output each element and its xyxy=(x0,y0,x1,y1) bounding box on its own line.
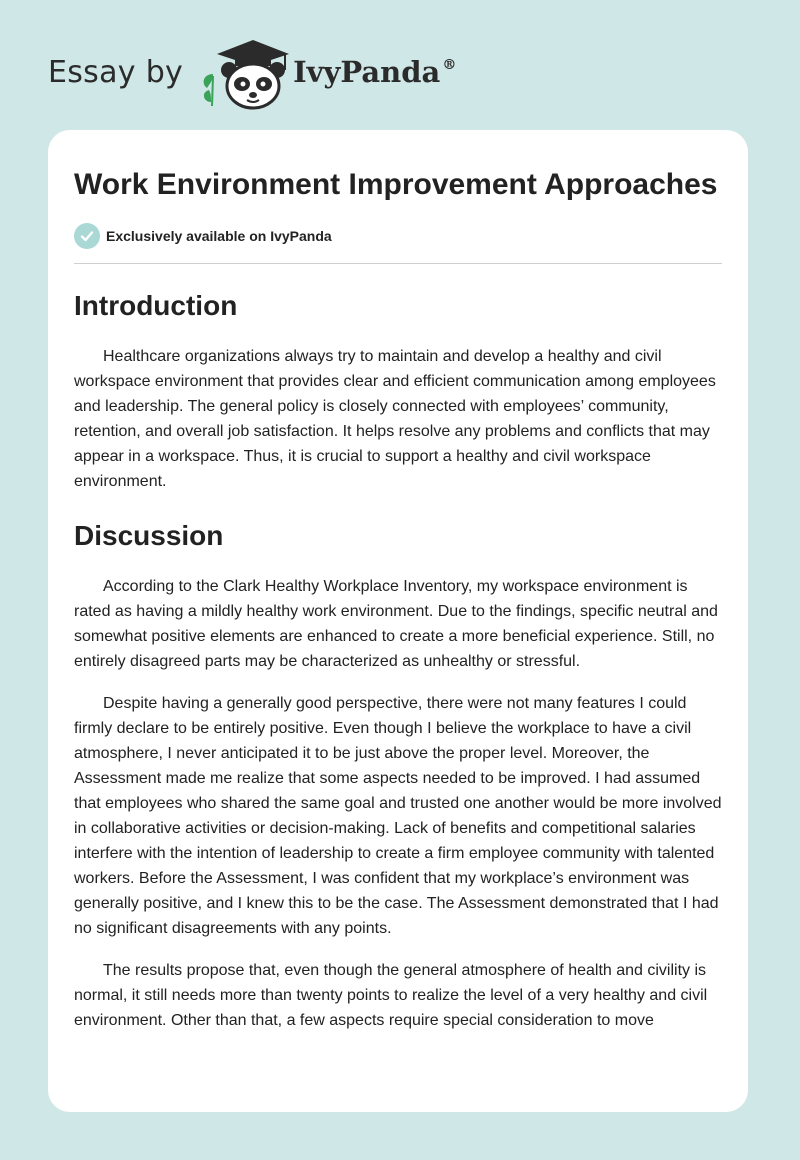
section-heading-introduction: Introduction xyxy=(74,290,238,321)
check-circle-icon xyxy=(74,223,100,249)
site-header xyxy=(48,34,528,110)
paragraph: Despite having a generally good perspective, there were not many features I could firmly declare to be entirely positive. Even though I believe the workplace to have a civil atmosphere, I never anticipated it to be just above the proper level. Moreover, the Assessment made me realize that some aspects needed to be improved. I had assumed that employees who shared the same goal and trusted one another would be more involved in collaborative activities or decision-making. Lack of benefits and competitional salaries interfere with the intention of leadership to create a firm employee community with talented workers. Before the Assessment, I was confident that my workplace’s environment was generally positive, and I knew this to be the case. The Assessment demonstrated that I had no significant disagreements with any points. xyxy=(74,695,722,937)
brand-name[interactable]: IvyPanda ® xyxy=(293,55,457,89)
paragraph: Healthcare organizations always try to maintain and develop a healthy and civil workspace environment that provides clear and efficient communication among employees and leadership. The general policy is closely connected with employees’ community, retention, and overall job satisfaction. It helps resolve any problems and conflicts that may appear in a workspace. Thus, it is crucial to support a healthy and civil workspace environment. xyxy=(74,348,716,490)
paragraph: According to the Clark Healthy Workplace Inventory, my workspace environment is rated as having a mildly healthy work environment. Due to the findings, specific neutral and somewhat positive elements are enhanced to create a more beneficial experience. Still, no entirely disagreed parts may be characterized as unhealthy or stressful. xyxy=(74,578,718,670)
article-title: Work Environment Improvement Approaches xyxy=(74,168,718,201)
paragraph: The results propose that, even though the general atmosphere of health and civility is normal, it still needs more than twenty points to realize the level of a very healthy and civil environment. Other than that, a few aspects require special consideration to move xyxy=(74,962,708,1029)
title-divider xyxy=(74,263,722,264)
article-card xyxy=(48,130,748,1112)
section-heading-discussion: Discussion xyxy=(74,520,224,551)
panda-graduate-icon[interactable] xyxy=(199,34,289,110)
exclusive-badge xyxy=(74,223,722,249)
essay-by-label: Essay by xyxy=(48,54,184,90)
exclusive-label: Exclusively available on IvyPanda xyxy=(106,228,332,244)
registered-mark: ® xyxy=(442,57,457,73)
